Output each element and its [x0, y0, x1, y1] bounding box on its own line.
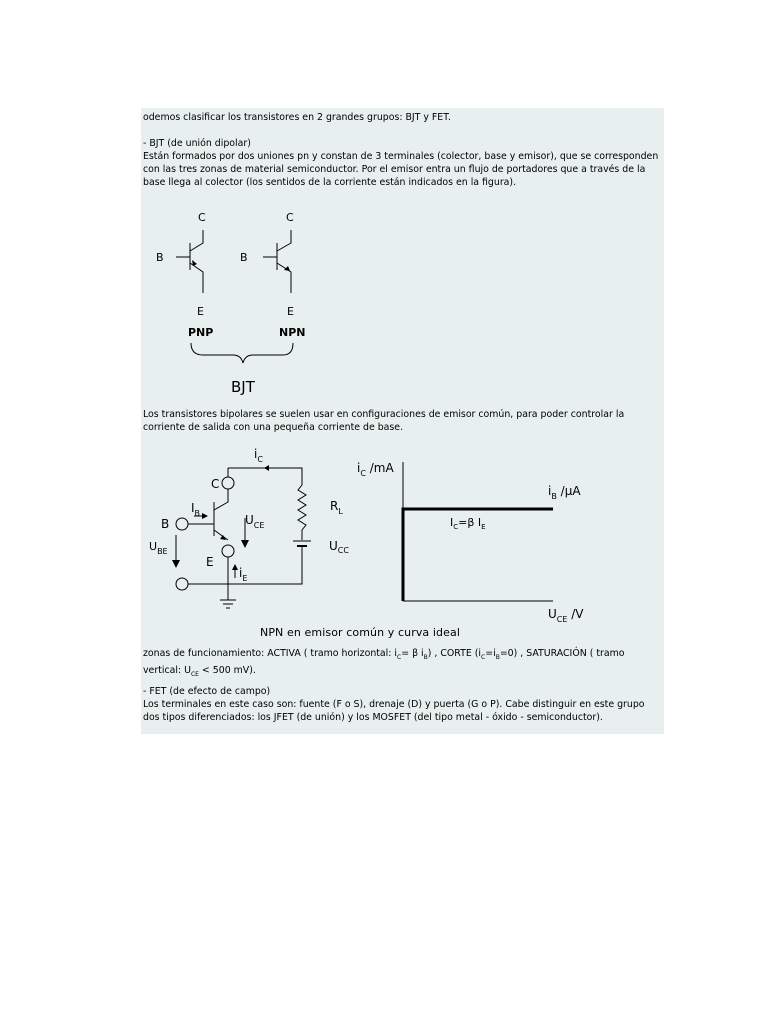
common-emitter-text: Los transistores bipolares se suelen usar en configuraciones de emisor común, para poder controlar la corriente de salida con una pequeña corriente de base. — [143, 409, 625, 433]
npn-collector-label: C — [286, 211, 294, 224]
uce-label: $U_{CE}$ — [245, 513, 265, 530]
bjt-group-label: BJT — [231, 378, 255, 396]
pnp-collector-label: C — [198, 211, 206, 224]
fet-heading: - FET (de efecto de campo) — [143, 686, 271, 697]
base-label: B — [161, 517, 170, 531]
pnp-label: PNP — [188, 326, 214, 339]
gain-equation: $I_C=\beta$ $I_E$ — [450, 516, 486, 531]
npn-label: NPN — [279, 326, 306, 339]
bjt-section — [143, 137, 663, 189]
ucc-label: $U_{CC}$ — [329, 539, 349, 555]
pnp-base-label: B — [156, 251, 164, 264]
figure-caption: NPN en emisor común y curva ideal — [260, 626, 460, 639]
pnp-emitter-label: E — [197, 305, 204, 318]
bjt-body: Están formados por dos uniones pn y constan de 3 terminales (colector, base y emisor), que se corresponden con las tres zonas de material semiconductor. Por el emisor entra un flujo de portadores que a través de la base llega al colector (los sentidos de la corriente están indicados en la figura). — [143, 151, 659, 188]
collector-label: C — [211, 477, 220, 491]
zones-text: zonas de funcionamiento: ACTIVA ( tramo horizontal: $i_C= \beta$ $i_B$) , CORTE $(i_C=i_B=0)$ , SATURACIÓN ( tramo vertical: $U_{CE} < 500$ mV). — [143, 648, 625, 678]
rl-label: $R_L$ — [330, 499, 343, 516]
intro-text: odemos clasificar los transistores en 2 grandes grupos: BJT y FET. — [143, 112, 451, 123]
emitter-label: E — [206, 555, 214, 569]
ie-label: $i_E$ — [239, 566, 248, 583]
ic-label: $i_C$ — [254, 447, 263, 464]
npn-emitter-label: E — [287, 305, 294, 318]
ideal-curve-graph — [350, 450, 620, 630]
ib-curve-label: $i_B$ /μA — [548, 484, 581, 501]
fet-body: Los terminales en este caso son: fuente (F o S), drenaje (D) y puerta (G o P). Cabe distinguir en este grupo dos tipos diferenciados: los JFET (de unión) y los MOSFET (del tipo metal - óxido - semiconductor). — [143, 699, 645, 723]
y-axis-label: $i_C$ /mA — [357, 461, 394, 478]
npn-base-label: B — [240, 251, 248, 264]
common-emitter-circuit — [141, 440, 361, 620]
ube-label: $U_{BE}$ — [149, 540, 168, 556]
x-axis-label: $U_{CE}$ /V — [548, 607, 584, 624]
ib-label: $I_B$ — [191, 501, 201, 518]
fet-section — [143, 685, 663, 724]
bjt-symbols-figure — [141, 205, 341, 400]
bjt-heading: - BJT (de unión dipolar) — [143, 138, 251, 149]
